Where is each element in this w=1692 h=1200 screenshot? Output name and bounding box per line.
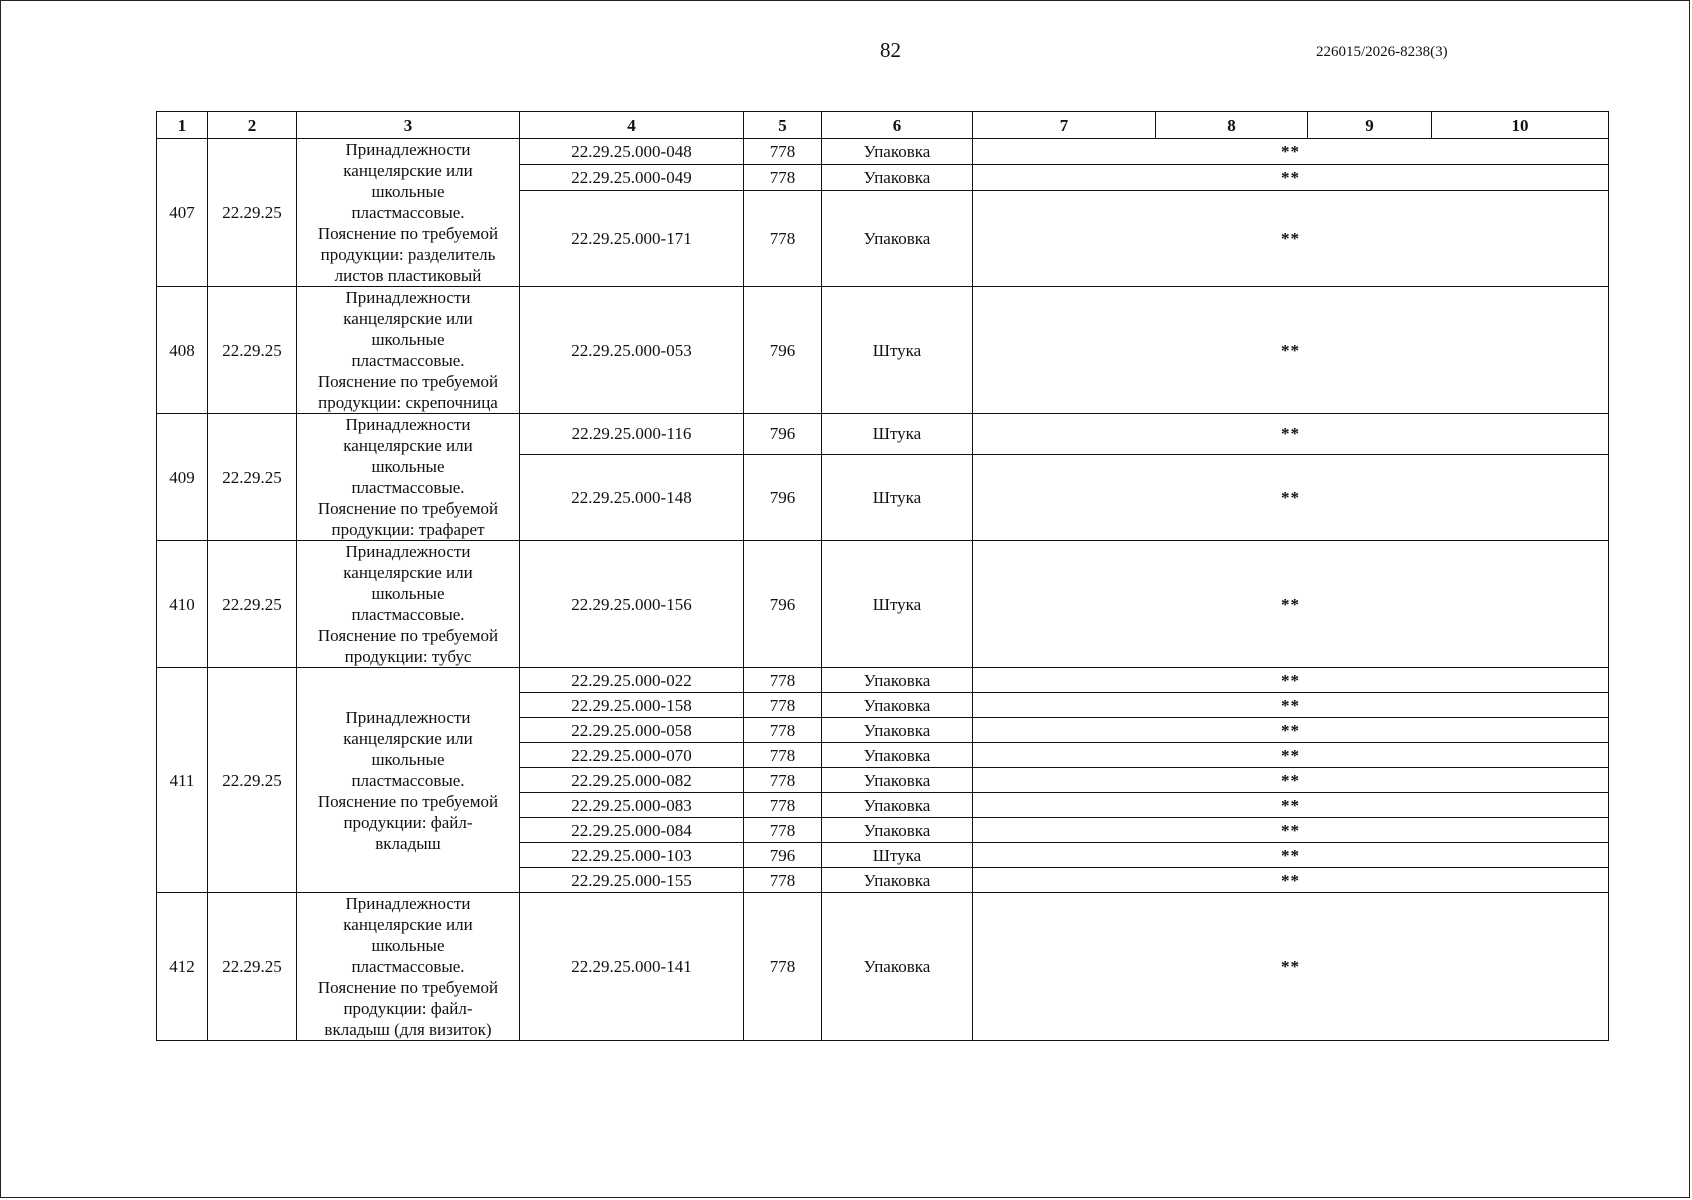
ktru-code: 22.29.25.000-082	[520, 768, 744, 793]
unit-name: Упаковка	[822, 743, 973, 768]
document-id: 226015/2026-8238(3)	[1316, 44, 1448, 60]
column-header: 6	[822, 112, 973, 139]
okei-code: 778	[744, 818, 822, 843]
okpd-code: 22.29.25	[208, 893, 297, 1041]
okpd-code: 22.29.25	[208, 541, 297, 668]
description-line: школьные	[371, 182, 445, 201]
requirements-mark: **	[973, 718, 1609, 743]
description-line: Пояснение по требуемой	[317, 791, 499, 811]
ktru-code: 22.29.25.000-048	[520, 139, 744, 165]
unit-name: Упаковка	[822, 165, 973, 191]
table-row	[157, 287, 1609, 414]
column-header: 1	[157, 112, 208, 139]
description-line: Принадлежности	[345, 288, 471, 307]
unit-name: Штука	[822, 843, 973, 868]
okei-code: 796	[744, 843, 822, 868]
requirements-mark: **	[973, 743, 1609, 768]
description-line: продукции: файл-	[343, 999, 473, 1018]
description-line: пластмассовые.	[351, 351, 465, 370]
description-line: продукции: файл-	[343, 812, 473, 832]
description-line: канцелярские или	[343, 161, 473, 180]
ktru-code: 22.29.25.000-058	[520, 718, 744, 743]
row-number: 407	[157, 139, 208, 287]
requirements-mark: **	[973, 414, 1609, 455]
row-number: 410	[157, 541, 208, 668]
column-header: 7	[973, 112, 1156, 139]
unit-name: Упаковка	[822, 693, 973, 718]
ktru-code: 22.29.25.000-116	[520, 414, 744, 455]
ktru-code: 22.29.25.000-156	[520, 541, 744, 668]
requirements-mark: **	[973, 287, 1609, 414]
table-row	[157, 414, 1609, 455]
row-number: 408	[157, 287, 208, 414]
requirements-mark: **	[973, 139, 1609, 165]
unit-name: Упаковка	[822, 139, 973, 165]
okei-code: 778	[744, 768, 822, 793]
description-line: продукции: трафарет	[331, 520, 485, 539]
unit-name: Упаковка	[822, 718, 973, 743]
description-line: вкладыш (для визиток)	[324, 1020, 492, 1039]
requirements-mark: **	[973, 793, 1609, 818]
description-line: продукции: тубус	[344, 647, 472, 666]
ktru-code: 22.29.25.000-083	[520, 793, 744, 818]
column-header: 2	[208, 112, 297, 139]
unit-name: Штука	[822, 541, 973, 668]
product-description	[297, 139, 520, 287]
okei-code: 778	[744, 693, 822, 718]
ktru-code: 22.29.25.000-053	[520, 287, 744, 414]
okpd-code: 22.29.25	[208, 139, 297, 287]
description-line: Принадлежности	[345, 415, 471, 434]
okei-code: 778	[744, 793, 822, 818]
ktru-code: 22.29.25.000-022	[520, 668, 744, 693]
row-number: 412	[157, 893, 208, 1041]
requirements-mark: **	[973, 191, 1609, 287]
row-number: 411	[157, 668, 208, 893]
description-line: канцелярские или	[343, 915, 473, 934]
unit-name: Упаковка	[822, 893, 973, 1041]
unit-name: Штука	[822, 454, 973, 540]
ktru-code: 22.29.25.000-148	[520, 454, 744, 540]
ktru-code: 22.29.25.000-084	[520, 818, 744, 843]
description-line: школьные	[371, 936, 445, 955]
unit-name: Упаковка	[822, 818, 973, 843]
description-line: школьные	[371, 749, 445, 769]
okei-code: 778	[744, 743, 822, 768]
description-line: Принадлежности	[345, 894, 471, 913]
requirements-mark: **	[973, 693, 1609, 718]
column-header: 8	[1156, 112, 1308, 139]
ktru-code: 22.29.25.000-141	[520, 893, 744, 1041]
requirements-mark: **	[973, 768, 1609, 793]
procurement-table	[156, 111, 1609, 1041]
ktru-code: 22.29.25.000-070	[520, 743, 744, 768]
okei-code: 796	[744, 414, 822, 455]
description-line: школьные	[371, 457, 445, 476]
description-line: Пояснение по требуемой	[317, 499, 499, 518]
page-number: 82	[880, 38, 901, 62]
okei-code: 778	[744, 868, 822, 893]
requirements-mark: **	[973, 818, 1609, 843]
okei-code: 796	[744, 541, 822, 668]
unit-name: Упаковка	[822, 868, 973, 893]
okpd-code: 22.29.25	[208, 668, 297, 893]
unit-name: Упаковка	[822, 793, 973, 818]
description-line: Принадлежности	[345, 542, 471, 561]
product-description	[297, 893, 520, 1041]
ktru-code: 22.29.25.000-049	[520, 165, 744, 191]
column-header: 10	[1432, 112, 1609, 139]
requirements-mark: **	[973, 454, 1609, 540]
ktru-code: 22.29.25.000-103	[520, 843, 744, 868]
requirements-mark: **	[973, 893, 1609, 1041]
product-description	[297, 668, 520, 893]
description-line: продукции: скрепочница	[318, 393, 498, 412]
okei-code: 778	[744, 139, 822, 165]
requirements-mark: **	[973, 843, 1609, 868]
okei-code: 778	[744, 668, 822, 693]
column-header: 3	[297, 112, 520, 139]
unit-name: Упаковка	[822, 768, 973, 793]
row-number: 409	[157, 414, 208, 541]
okpd-code: 22.29.25	[208, 414, 297, 541]
description-line: канцелярские или	[343, 563, 473, 582]
description-line: канцелярские или	[343, 309, 473, 328]
okei-code: 796	[744, 454, 822, 540]
column-header: 9	[1308, 112, 1432, 139]
okei-code: 778	[744, 718, 822, 743]
unit-name: Упаковка	[822, 668, 973, 693]
description-line: Пояснение по требуемой	[317, 978, 499, 997]
description-line: пластмассовые.	[351, 605, 465, 624]
description-line: Принадлежности	[345, 140, 471, 159]
ktru-code: 22.29.25.000-158	[520, 693, 744, 718]
description-line: Пояснение по требуемой	[317, 372, 499, 391]
description-line: Пояснение по требуемой	[317, 626, 499, 645]
column-header: 5	[744, 112, 822, 139]
product-description	[297, 414, 520, 541]
description-line: школьные	[371, 584, 445, 603]
description-line: Пояснение по требуемой	[317, 224, 499, 243]
description-line: продукции: разделитель	[320, 245, 496, 264]
unit-name: Штука	[822, 287, 973, 414]
okei-code: 796	[744, 287, 822, 414]
table-row	[157, 541, 1609, 668]
table-row	[157, 893, 1609, 1041]
description-line: вкладыш	[375, 833, 441, 853]
ktru-code: 22.29.25.000-155	[520, 868, 744, 893]
product-description	[297, 287, 520, 414]
okei-code: 778	[744, 893, 822, 1041]
requirements-mark: **	[973, 541, 1609, 668]
description-line: канцелярские или	[343, 728, 473, 748]
description-line: пластмассовые.	[351, 770, 465, 790]
table-row	[157, 139, 1609, 165]
table-row	[157, 668, 1609, 693]
description-line: пластмассовые.	[351, 478, 465, 497]
requirements-mark: **	[973, 868, 1609, 893]
description-line: пластмассовые.	[351, 203, 465, 222]
product-description	[297, 541, 520, 668]
requirements-mark: **	[973, 165, 1609, 191]
okei-code: 778	[744, 191, 822, 287]
header-row	[157, 112, 1609, 139]
description-line: канцелярские или	[343, 436, 473, 455]
unit-name: Упаковка	[822, 191, 973, 287]
description-line: пластмассовые.	[351, 957, 465, 976]
ktru-code: 22.29.25.000-171	[520, 191, 744, 287]
table-body	[157, 139, 1609, 1041]
requirements-mark: **	[973, 668, 1609, 693]
description-line: школьные	[371, 330, 445, 349]
okpd-code: 22.29.25	[208, 287, 297, 414]
description-line: листов пластиковый	[334, 266, 482, 285]
unit-name: Штука	[822, 414, 973, 455]
column-header: 4	[520, 112, 744, 139]
description-line: Принадлежности	[345, 707, 471, 727]
okei-code: 778	[744, 165, 822, 191]
